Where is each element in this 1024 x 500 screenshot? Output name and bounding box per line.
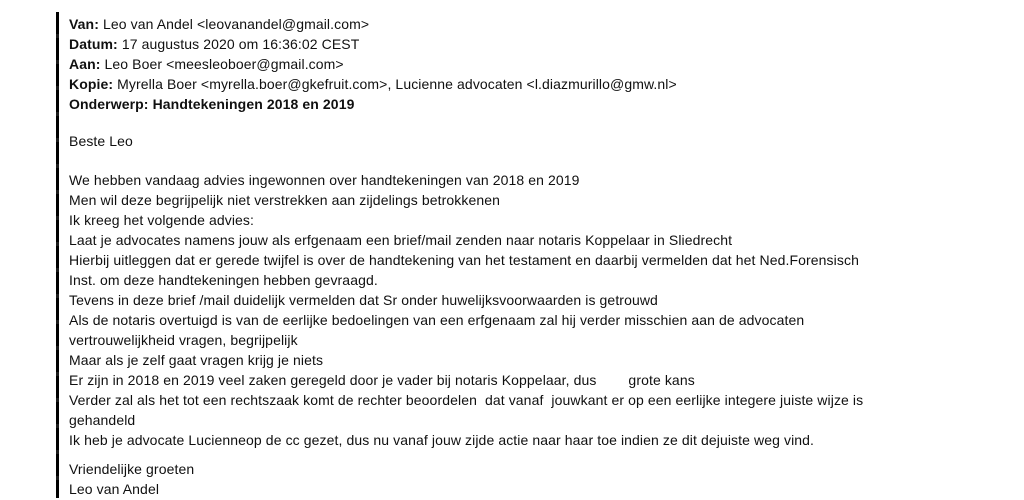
salutation: Beste Leo (69, 133, 133, 149)
header-label: Van: (69, 16, 99, 32)
body-line: gehandeld (69, 412, 136, 428)
body-line: vertrouwelijkheid vragen, begrijpelijk (69, 332, 298, 348)
header-line (69, 54, 863, 74)
body-line: We hebben vandaag advies ingewonnen over handtekeningen van 2018 en 2019 (69, 172, 580, 188)
header-line (69, 94, 863, 114)
header-line (69, 34, 863, 54)
body-line: Inst. om deze handtekeningen hebben gevraagd. (69, 272, 378, 288)
body-line: Men wil deze begrijpelijk niet verstrekken aan zijdelings betrokkenen (69, 192, 501, 208)
body-line: Hierbij uitleggen dat er gerede twijfel is over de handtekening van het testament en daarbij vermelden dat het Ned.Forensisch (69, 252, 859, 268)
email-body (69, 170, 863, 450)
header-value: Handtekeningen 2018 en 2019 (148, 96, 355, 112)
closing-line: Vriendelijke groeten (69, 461, 195, 477)
closing-line: Leo van Andel (69, 481, 160, 497)
body-line: Ik kreeg het volgende advies: (69, 212, 255, 228)
body-line: Er zijn in 2018 en 2019 veel zaken geregeld door je vader bij notaris Koppelaar, dus grote kans (69, 372, 695, 388)
body-line: Verder zal als het tot een rechtszaak komt de rechter beoordelen dat vanaf jouwkant er op een eerlijke integere juiste wijze is (69, 392, 864, 408)
left-scan-line (56, 12, 59, 498)
header-label: Aan: (69, 56, 101, 72)
header-line (69, 14, 863, 34)
header-value: Leo van Andel <leovanandel@gmail.com> (98, 16, 370, 32)
header-label: Datum: (69, 36, 118, 52)
email-content (69, 14, 863, 499)
email-headers (69, 14, 863, 114)
body-line: Als de notaris overtuigd is van de eerlijke bedoelingen van een erfgenaam zal hij verder misschien aan de advocaten (69, 312, 805, 328)
body-line: Laat je advocates namens jouw als erfgenaam een brief/mail zenden naar notaris Koppelaar in Sliedrecht (69, 232, 733, 248)
body-line: Maar als je zelf gaat vragen krijg je niets (69, 352, 324, 368)
header-label: Kopie: (69, 76, 114, 92)
body-line: Tevens in deze brief /mail duidelijk vermelden dat Sr onder huwelijksvoorwaarden is getrouwd (69, 292, 658, 308)
header-value: Myrella Boer <myrella.boer@gkefruit.com>, Lucienne advocaten <l.diazmurillo@gmw.nl> (113, 76, 677, 92)
header-line (69, 74, 863, 94)
email-closing (69, 459, 863, 499)
body-line: Ik heb je advocate Lucienneop de cc gezet, dus nu vanaf jouw zijde actie naar haar toe indien ze dit dejuiste weg vind. (69, 432, 815, 448)
header-label: Onderwerp: (69, 96, 149, 112)
header-value: Leo Boer <meesleoboer@gmail.com> (100, 56, 344, 72)
header-value: 17 augustus 2020 om 16:36:02 CEST (117, 36, 360, 52)
